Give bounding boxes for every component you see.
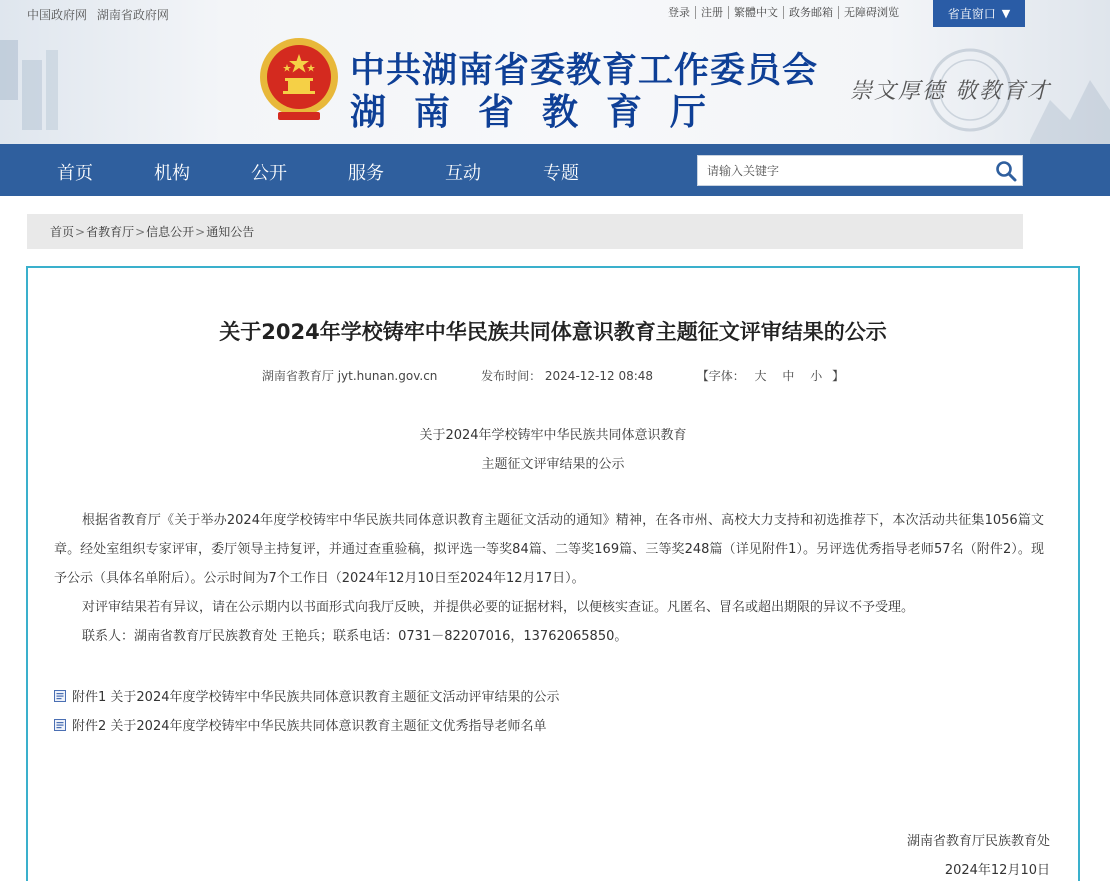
subtitle-line-1: 关于2024年学校铸牢中华民族共同体意识教育 [419,428,687,443]
signature-department: 湖南省教育厅民族教育处 [906,834,1050,849]
nav-item-topics[interactable]: 专题 [543,163,579,184]
login-link[interactable]: 登录 [668,6,696,19]
breadcrumb-notices[interactable]: 通知公告 [206,225,255,239]
font-size-label: 【字体： [696,369,745,383]
breadcrumb-separator: > [135,224,146,239]
subtitle-line-2: 主题征文评审结果的公示 [481,457,625,472]
nav-item-service[interactable]: 服务 [348,163,384,184]
breadcrumb-edu-dept[interactable]: 省教育厅 [86,225,135,239]
register-link[interactable]: 注册 [696,6,729,19]
site-header [0,0,1110,144]
search-icon[interactable] [994,159,1018,183]
nav-item-interact[interactable]: 互动 [445,163,481,184]
nav-item-home[interactable]: 首页 [57,163,93,184]
breadcrumb-separator: > [75,224,86,239]
breadcrumb-separator: > [195,224,206,239]
publish-time: 2024-12-12 08:48 [544,369,654,383]
accessibility-link[interactable]: 无障碍浏览 [844,6,899,19]
traditional-chinese-link[interactable]: 繁體中文 [729,6,784,19]
font-size-small-button[interactable]: 小 [810,369,823,383]
signature-date: 2024年12月10日 [944,863,1050,878]
top-links-right [668,6,904,19]
font-size-medium-button[interactable]: 中 [782,369,795,383]
breadcrumb-info-public[interactable]: 信息公开 [146,225,195,239]
publish-label: 发布时间： [481,369,542,383]
attachment-link-1[interactable] [54,686,560,705]
dept-window-label: 省直窗口 [947,7,996,21]
body-paragraph-2: 对评审结果若有异议，请在公示期内以书面形式向我厅反映，并提供必要的证据材料，以便核实查证。凡匿名、冒名或超出期限的异议不予受理。 [82,600,915,615]
attachment-label-1: 附件1 关于2024年度学校铸牢中华民族共同体意识教育主题征文活动评审结果的公示 [72,690,560,705]
nav-item-public[interactable]: 公开 [251,163,287,184]
body-paragraph-1: 根据省教育厅《关于举办2024年度学校铸牢中华民族共同体意识教育主题征文活动的通知》精神，在各市州、高校大力支持和初选推荐下，本次活动共征集1056篇文章。经处室组织专家评审，委厅领导主持复评，并通过查重验稿，拟评选一等奖84篇、二等奖169篇、三等奖248篇（详见附件1）。另评选优秀指导老师57名（附件2）。现予公示（具体名单附后）。公示时间为7个工作日（2024年12月10日至2024年12月17日）。 [54,513,1044,586]
logo-title: 中共湖南省委教育工作委员会 [350,51,819,91]
dept-window-dropdown[interactable] [933,0,1025,27]
breadcrumb [27,214,1023,249]
link-china-gov[interactable]: 中国政府网 [27,8,88,22]
article-meta [28,367,1078,384]
attachment-link-2[interactable] [54,715,547,734]
logo-motto: 崇文厚德 敬教育才 [850,79,1051,104]
top-links-left [27,6,175,23]
attachment-label-2: 附件2 关于2024年度学校铸牢中华民族共同体意识教育主题征文优秀指导老师名单 [72,719,547,734]
article-container [26,266,1080,881]
logo-subtitle: 湖南省教育厅 [350,92,735,133]
link-hunan-gov[interactable]: 湖南省政府网 [96,8,169,22]
search-input[interactable] [698,156,988,185]
font-size-close: 】 [832,369,845,383]
nav-item-org[interactable]: 机构 [154,163,190,184]
gov-mail-link[interactable]: 政务邮箱 [784,6,839,19]
national-emblem-icon [258,34,340,124]
chevron-down-icon: ▼ [1001,7,1011,20]
article-title: 关于2024年学校铸牢中华民族共同体意识教育主题征文评审结果的公示 [219,320,887,344]
article-source: 湖南省教育厅 jyt.hunan.gov.cn [261,369,438,383]
document-icon [54,719,66,731]
body-paragraph-3: 联系人：湖南省教育厅民族教育处 王艳兵；联系电话：0731－82207016，13762065850。 [82,629,628,644]
search-box [697,155,1023,186]
font-size-large-button[interactable]: 大 [754,369,767,383]
breadcrumb-home[interactable]: 首页 [50,225,75,239]
decorative-banner-left [0,30,60,140]
document-icon [54,690,66,702]
